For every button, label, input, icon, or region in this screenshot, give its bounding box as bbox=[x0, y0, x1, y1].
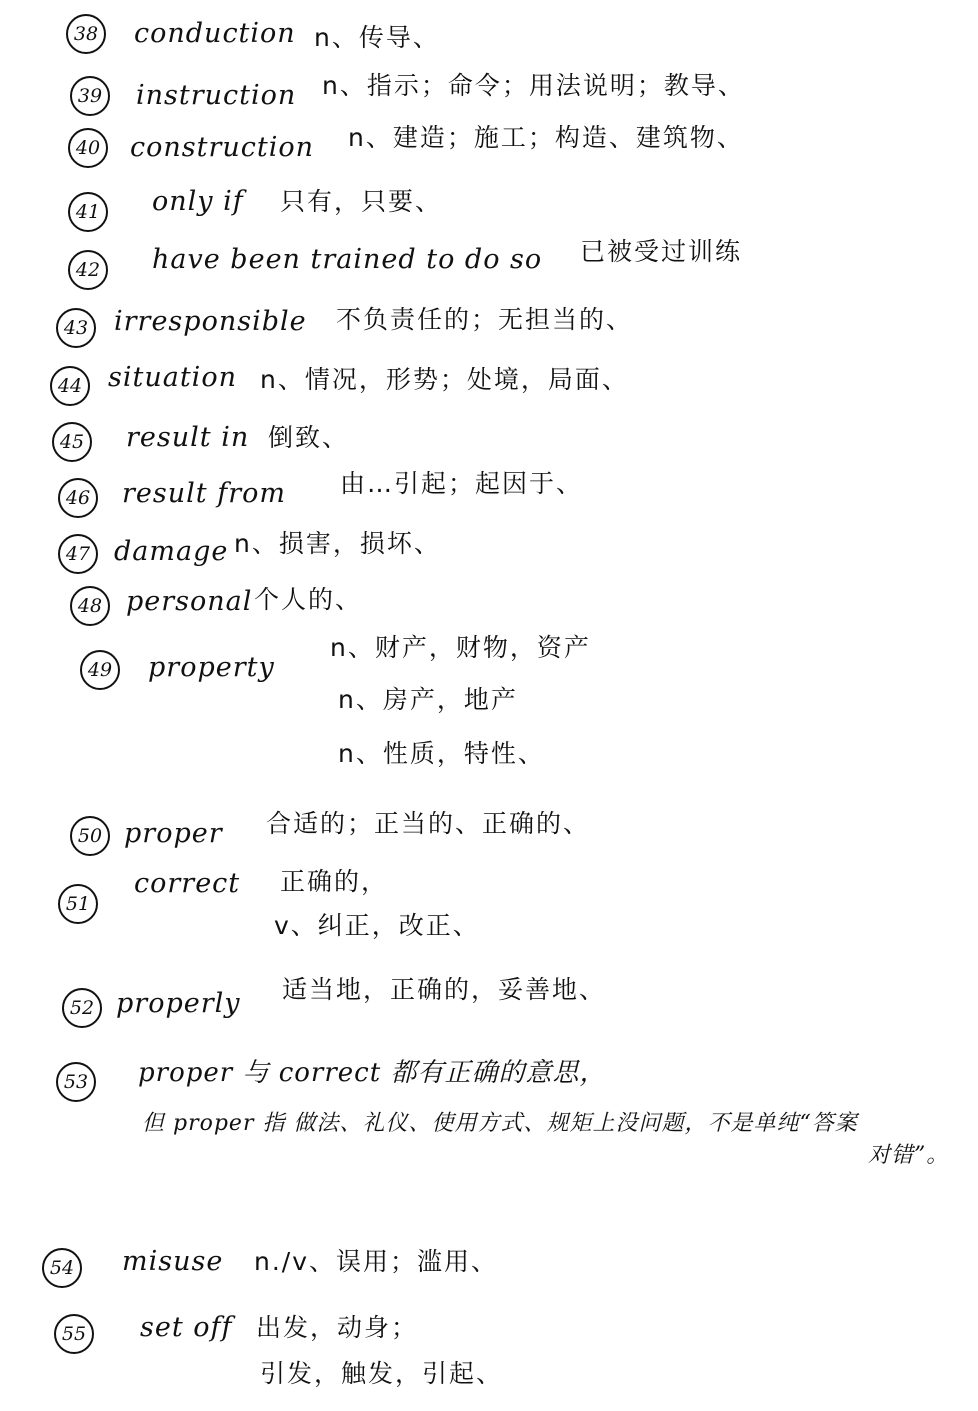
entry-number: 48 bbox=[70, 586, 110, 626]
entry-definition: 适当地，正确的，妥善地、 bbox=[282, 975, 607, 1004]
entry-definition: n、损害，损坏、 bbox=[234, 529, 441, 558]
vocab-entry-42 bbox=[68, 237, 948, 298]
vocab-entry-38 bbox=[66, 14, 926, 62]
vocab-entry-51 bbox=[58, 867, 918, 954]
entry-term: proper bbox=[124, 818, 223, 849]
entry-definition: 合适的；正当的、正确的、 bbox=[266, 809, 591, 838]
entry-number: 49 bbox=[80, 650, 120, 690]
entry-number: 45 bbox=[52, 422, 92, 462]
entry-number: 50 bbox=[70, 816, 110, 856]
entry-definition: n、指示；命令；用法说明；教导、 bbox=[322, 71, 745, 100]
vocab-entry-45 bbox=[52, 422, 912, 470]
entry-number: 51 bbox=[58, 884, 98, 924]
vocab-entry-50 bbox=[70, 809, 930, 864]
entry-definition-line-2: 引发，触发，引起、 bbox=[260, 1359, 504, 1388]
entry-number: 54 bbox=[42, 1248, 82, 1288]
entry-term: instruction bbox=[136, 80, 297, 111]
entry-term: result in bbox=[126, 422, 250, 453]
vocab-entry-43 bbox=[56, 305, 916, 356]
entry-number: 40 bbox=[68, 128, 108, 168]
vocab-entry-54 bbox=[42, 1248, 902, 1296]
entry-term: construction bbox=[130, 132, 315, 163]
entry-term: irresponsible bbox=[114, 306, 307, 337]
entry-definition: n、财产，财物，资产 bbox=[330, 633, 591, 662]
entry-definition: n、建造；施工；构造、建筑物、 bbox=[348, 123, 744, 152]
entry-number: 52 bbox=[62, 988, 102, 1028]
entry-term: property bbox=[148, 652, 275, 683]
vocab-entry-44 bbox=[50, 362, 910, 414]
entry-number: 55 bbox=[54, 1314, 94, 1354]
note-line-1: proper 与 correct 都有正确的意思， bbox=[138, 1058, 607, 1088]
entry-definition: n、传导、 bbox=[314, 23, 440, 52]
entry-number: 41 bbox=[68, 192, 108, 232]
entry-number: 44 bbox=[50, 366, 90, 406]
entry-definition: n、情况，形势；处境，局面、 bbox=[260, 365, 629, 394]
vocab-entry-40 bbox=[68, 123, 928, 176]
entry-term: result from bbox=[122, 478, 286, 509]
entry-definition: 已被受过训练 bbox=[580, 237, 743, 266]
entry-term: only if bbox=[152, 186, 244, 217]
entry-definition: 个人的、 bbox=[254, 585, 363, 614]
entry-number: 39 bbox=[70, 76, 110, 116]
entry-definition: 出发，动身； bbox=[256, 1313, 419, 1342]
vocab-entry-48 bbox=[70, 586, 930, 634]
entry-number: 46 bbox=[58, 478, 98, 518]
entry-number: 38 bbox=[66, 14, 106, 54]
entry-definition: 倒致、 bbox=[268, 423, 350, 452]
vocab-entry-52 bbox=[62, 975, 922, 1036]
entry-term: have been trained to do so bbox=[152, 244, 543, 275]
entry-term: properly bbox=[116, 988, 241, 1019]
entry-number: 42 bbox=[68, 250, 108, 290]
entry-definition: 只有，只要、 bbox=[280, 187, 443, 216]
vocab-entry-39 bbox=[70, 71, 930, 124]
entry-definition: n./v、误用；滥用、 bbox=[254, 1247, 499, 1276]
entry-term: set off bbox=[140, 1312, 233, 1343]
entry-term: damage bbox=[114, 536, 229, 567]
vocab-entry-46 bbox=[58, 469, 918, 526]
entry-term: personal bbox=[126, 586, 253, 617]
entry-definition-line-2: n、房产，地产 bbox=[338, 685, 518, 714]
entry-definition: 不负责任的；无担当的、 bbox=[336, 305, 634, 334]
note-line-3: 对错”。 bbox=[868, 1143, 950, 1168]
vocab-entry-41 bbox=[68, 186, 928, 240]
entry-definition: 正确的， bbox=[280, 867, 389, 896]
entry-term: situation bbox=[108, 362, 237, 393]
entry-definition-line-3: n、性质，特性、 bbox=[338, 739, 545, 768]
entry-number: 53 bbox=[56, 1062, 96, 1102]
entry-term: misuse bbox=[122, 1246, 224, 1277]
vocab-entry-55 bbox=[54, 1314, 914, 1394]
entry-term: conduction bbox=[134, 18, 296, 49]
vocab-entry-47 bbox=[58, 529, 918, 582]
entry-number: 47 bbox=[58, 534, 98, 574]
entry-definition: 由…引起；起因于、 bbox=[340, 469, 584, 498]
vocab-entry-53 bbox=[56, 1050, 956, 1168]
entry-definition-line-2: v、纠正，改正、 bbox=[274, 911, 480, 940]
entry-number: 43 bbox=[56, 308, 96, 348]
entry-term: correct bbox=[134, 868, 241, 899]
vocab-entry-49 bbox=[80, 633, 940, 780]
note-line-2: 但 proper 指 做法、礼仪、使用方式、规矩上没问题，不是单纯“答案 bbox=[142, 1111, 858, 1136]
